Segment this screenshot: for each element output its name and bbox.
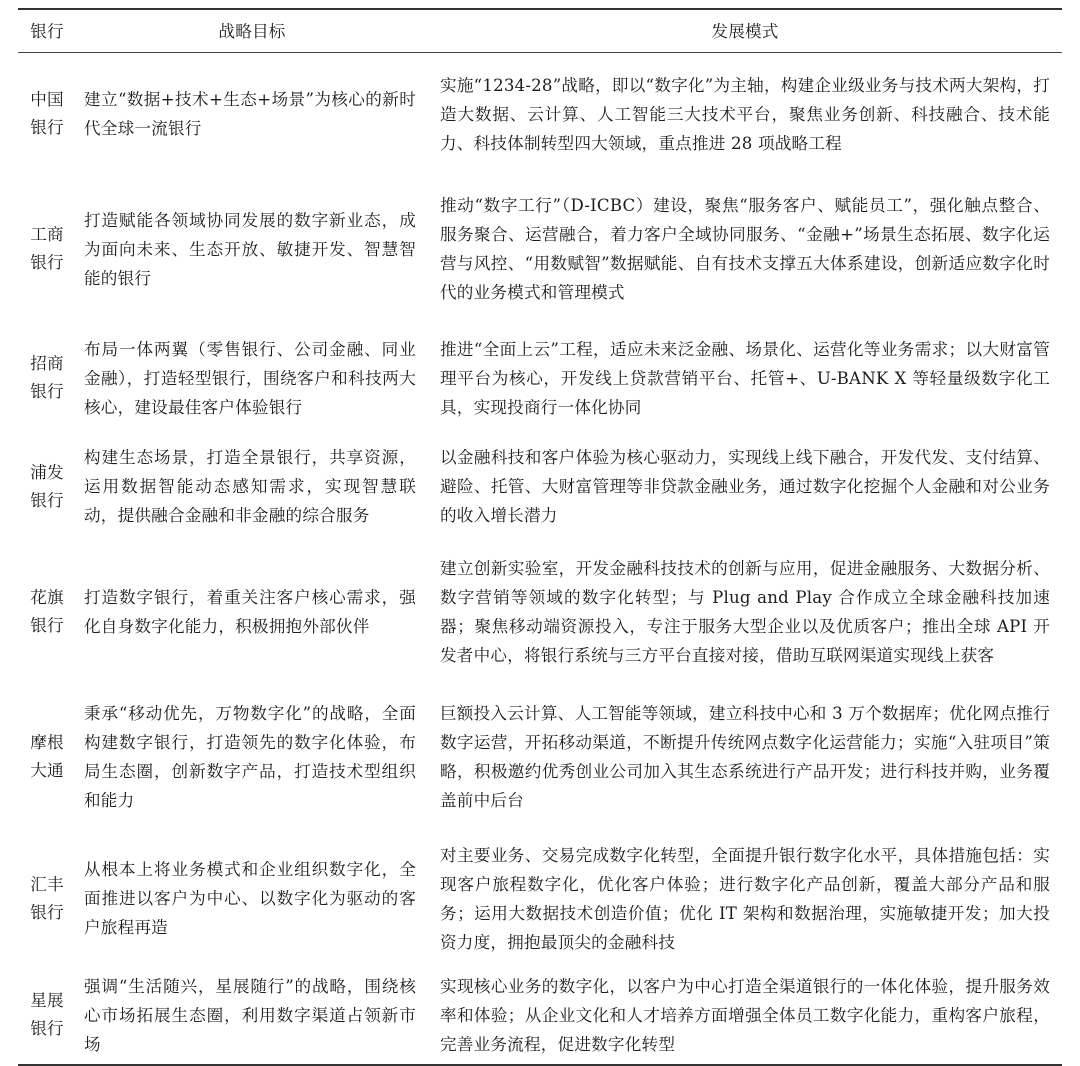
goal-cell: 建立“数据+技术+生态+场景”为核心的新时代全球一流银行 xyxy=(84,90,416,138)
bank-name: 浦发银行 xyxy=(30,462,64,510)
table-row xyxy=(18,323,1062,433)
bank-name: 中国银行 xyxy=(30,90,64,137)
bank-name-cell xyxy=(18,540,76,683)
table-row xyxy=(18,831,1062,966)
table-header xyxy=(18,9,1062,53)
bank-name: 摩根大通 xyxy=(30,733,64,780)
table-body xyxy=(18,53,1062,1066)
table-row xyxy=(18,966,1062,1065)
goal-cell: 布局一体两翼（零售银行、公司金融、同业金融），打造轻型银行，围绕客户和科技两大核心，建设最佳客户体验银行 xyxy=(84,339,416,417)
bank-name-cell xyxy=(18,53,76,176)
mode-cell: 以金融科技和客户体验为核心驱动力，实现线上线下融合，开发代发、支付结算、避险、托管、大财富管理等非贷款金融业务，通过数字化挖掘个人金融和对公业务的收入增长潜力 xyxy=(440,448,1050,525)
mode-cell: 实现核心业务的数字化，以客户为中心打造全渠道银行的一体化体验，提升服务效率和体验；从企业文化和人才培养方面增强全体员工数字化能力，重构客户旅程，完善业务流程，促进数字化转型 xyxy=(428,966,1062,1065)
mode-cell: 推动“数字工行”（D-ICBC）建设，聚焦“服务客户、赋能员工”，强化触点整合、服务聚合、运营融合，着力客户全域协同服务、“金融+”场景生态拓展、数字化运营与风控、“用数赋智”数据赋能、自有技术支撑五大体系建设，创新适应数字化时代的业务模式和管理模式 xyxy=(440,196,1050,302)
bank-name-cell xyxy=(18,433,76,540)
header-bank: 银行 xyxy=(18,9,76,53)
header-row xyxy=(18,9,1062,53)
bank-name: 工商银行 xyxy=(30,225,64,272)
goal-cell: 强调“生活随兴，星展随行”的战略，围绕核心市场拓展生态圈，利用数字渠道占领新市场 xyxy=(76,966,428,1065)
table-row xyxy=(18,53,1062,176)
mode-cell: 对主要业务、交易完成数字化转型，全面提升银行数字化水平，具体措施包括：实现客户旅程数字化，优化客户体验；进行数字化产品创新，覆盖大部分产品和服务；运用大数据技术创造价值；优化 IT 架构和数据治理，实施敏捷开发；加大投资力度，拥抱最顶尖的金融科技 xyxy=(440,845,1050,952)
goal-cell: 从根本上将业务模式和企业组织数字化，全面推进以客户为中心、以数字化为驱动的客户旅程再造 xyxy=(84,860,416,937)
table-row xyxy=(18,433,1062,540)
bank-name: 花旗银行 xyxy=(30,587,64,635)
bank-name-cell xyxy=(18,323,76,433)
header-goal: 战略目标 xyxy=(76,9,428,53)
mode-cell: 建立创新实验室，开发金融科技技术的创新与应用，促进金融服务、大数据分析、数字营销等领域的数字化转型；与 Plug and Play 合作成立全球金融科技加速器；聚焦移动端资源投入，专注于服务大型企业以及优质客户；推出全球 API 开发者中心，将银行系统与三方平台直接对接，借助互联网渠道实现线上获客 xyxy=(440,558,1050,665)
bank-name: 星展银行 xyxy=(30,991,64,1038)
goal-cell: 秉承“移动优先，万物数字化”的战略，全面构建数字银行，打造领先的数字化体验，布局生态圈，创新数字产品，打造技术型组织和能力 xyxy=(84,704,416,810)
table-row xyxy=(18,683,1062,831)
goal-cell: 打造数字银行，着重关注客户核心需求，强化自身数字化能力，积极拥抱外部伙伴 xyxy=(84,587,416,636)
goal-cell: 构建生态场景，打造全景银行，共享资源，运用数据智能动态感知需求，实现智慧联动，提供融合金融和非金融的综合服务 xyxy=(84,448,416,525)
table-row xyxy=(18,540,1062,683)
bank-name-cell xyxy=(18,175,76,323)
mode-cell: 巨额投入云计算、人工智能等领域，建立科技中心和 3 万个数据库；优化网点推行数字运营，开拓移动渠道，不断提升传统网点数字化运营能力；实施“入驻项目”策略，积极邀约优秀创业公司加入其生态系统进行产品开发；进行科技并购，业务覆盖前中后台 xyxy=(440,704,1050,810)
bank-name: 汇丰银行 xyxy=(30,874,64,922)
bank-name: 招商银行 xyxy=(30,354,64,401)
bank-name-cell xyxy=(18,831,76,966)
mode-cell: 推进“全面上云”工程，适应未来泛金融、场景化、运营化等业务需求；以大财富管理平台为核心，开发线上贷款营销平台、托管+、U-BANK X 等轻量级数字化工具，实现投商行一体化协同 xyxy=(440,339,1050,417)
bank-strategy-table xyxy=(18,8,1062,1066)
table-row xyxy=(18,175,1062,323)
bank-name-cell xyxy=(18,683,76,831)
goal-cell: 打造赋能各领域协同发展的数字新业态，成为面向未来、生态开放、敏捷开发、智慧智能的银行 xyxy=(84,210,416,288)
header-mode: 发展模式 xyxy=(428,9,1062,53)
bank-name-cell xyxy=(18,966,76,1065)
mode-cell: 实施“1234-28”战略，即以“数字化”为主轴，构建企业级业务与技术两大架构，打造大数据、云计算、人工智能三大技术平台，聚焦业务创新、科技融合、技术能力、科技体制转型四大领域，重点推进 28 项战略工程 xyxy=(440,75,1050,153)
